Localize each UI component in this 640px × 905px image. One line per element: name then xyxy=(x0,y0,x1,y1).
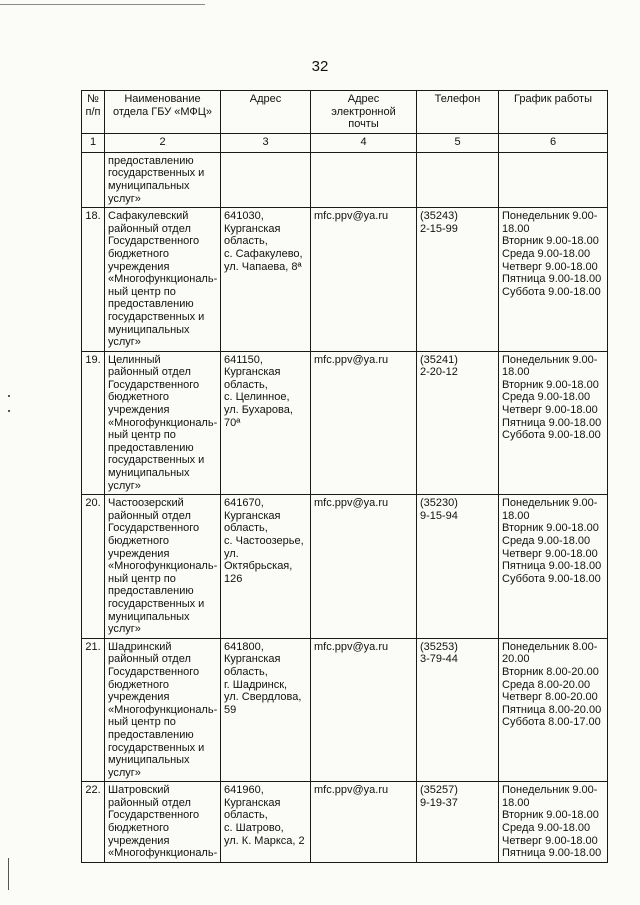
cell-name: Шатровский районный отдел Государственного бюджетного учреждения «Многофункциональ- xyxy=(105,782,221,863)
binding-mark xyxy=(8,410,10,412)
schedule-line: 18.00 xyxy=(502,796,530,809)
schedule-line: Понедельник 9.00- xyxy=(502,784,598,797)
mfc-offices-table xyxy=(81,90,608,863)
cell-no: 19. xyxy=(82,351,105,495)
schedule-line: Суббота 9.00-18.00 xyxy=(502,285,601,298)
column-number: 3 xyxy=(221,133,311,152)
cell-email: mfc.ppv@ya.ru xyxy=(311,208,417,352)
schedule-line: Вторник 9.00-18.00 xyxy=(502,235,599,248)
table-row xyxy=(82,638,608,782)
cell-phone: (35257) 9-19-37 xyxy=(417,782,499,863)
header-name: Наименование отдела ГБУ «МФЦ» xyxy=(105,91,221,134)
schedule-line: Пятница 9.00-18.00 xyxy=(502,560,602,573)
schedule-line: Пятница 8.00-20.00 xyxy=(502,703,602,716)
column-number: 4 xyxy=(311,133,417,152)
schedule-line: Четверг 8.00-20.00 xyxy=(502,691,598,704)
cell-email: mfc.ppv@ya.ru xyxy=(311,495,417,639)
table-row xyxy=(82,351,608,495)
schedule-line: Среда 9.00-18.00 xyxy=(502,822,591,835)
header-phone: Телефон xyxy=(417,91,499,134)
cell-schedule xyxy=(499,495,608,639)
table-row-continuation xyxy=(82,152,608,207)
cell-name: Целинный районный отдел Государственного бюджетного учреждения «Многофункциональ- ный центр по предоставлению государственных и муниципальных услуг» xyxy=(105,351,221,495)
schedule-line: Понедельник 9.00- xyxy=(502,353,598,366)
header-schedule: График работы xyxy=(499,91,608,134)
column-number: 1 xyxy=(82,133,105,152)
schedule-line: 20.00 xyxy=(502,653,530,666)
cell-name: Сафакулевский районный отдел Государственного бюджетного учреждения «Многофункциональ- ный центр по предоставлению государственных и муниципальных услуг» xyxy=(105,208,221,352)
column-number: 6 xyxy=(499,133,608,152)
cell-email: mfc.ppv@ya.ru xyxy=(311,351,417,495)
schedule-line: 18.00 xyxy=(502,366,530,379)
cell-no xyxy=(82,152,105,207)
schedule-line: Вторник 9.00-18.00 xyxy=(502,809,599,822)
cell-schedule xyxy=(499,152,608,207)
table-row xyxy=(82,495,608,639)
cell-no: 18. xyxy=(82,208,105,352)
cell-email xyxy=(311,152,417,207)
header-email: Адрес электронной почты xyxy=(311,91,417,134)
schedule-line: Четверг 9.00-18.00 xyxy=(502,404,598,417)
schedule-line: Суббота 9.00-18.00 xyxy=(502,429,601,442)
schedule-line: Вторник 9.00-18.00 xyxy=(502,522,599,535)
cell-phone: (35230) 9-15-94 xyxy=(417,495,499,639)
table-header-row xyxy=(82,91,608,134)
schedule-line: Пятница 9.00-18.00 xyxy=(502,273,602,286)
cell-address: 641960, Курганская область, с. Шатрово, ул. К. Маркса, 2 xyxy=(221,782,311,863)
column-number: 2 xyxy=(105,133,221,152)
schedule-line: Четверг 9.00-18.00 xyxy=(502,834,598,847)
binding-mark xyxy=(8,395,10,397)
column-number-row xyxy=(82,133,608,152)
binding-mark xyxy=(8,858,9,890)
schedule-line: Среда 9.00-18.00 xyxy=(502,535,591,547)
column-number: 5 xyxy=(417,133,499,152)
schedule-line: Суббота 9.00-18.00 xyxy=(502,572,601,585)
page-number: 32 xyxy=(311,58,329,75)
schedule-line: Пятница 9.00-18.00 xyxy=(502,847,602,860)
cell-phone: (35243) 2-15-99 xyxy=(417,208,499,352)
schedule-line: Четверг 9.00-18.00 xyxy=(502,260,598,273)
cell-phone xyxy=(417,152,499,207)
schedule-line: Понедельник 8.00- xyxy=(502,640,598,653)
header-no: № п/п xyxy=(82,91,105,134)
schedule-line: Вторник 8.00-20.00 xyxy=(502,665,599,678)
cell-schedule xyxy=(499,782,608,863)
schedule-line: Суббота 8.00-17.00 xyxy=(502,716,601,729)
schedule-line: Среда 9.00-18.00 xyxy=(502,247,591,260)
schedule-line: Вторник 9.00-18.00 xyxy=(502,378,599,391)
cell-email: mfc.ppv@ya.ru xyxy=(311,782,417,863)
schedule-line: Среда 9.00-18.00 xyxy=(502,391,591,404)
cell-address xyxy=(221,152,311,207)
cell-address: 641150, Курганская область, с. Целинное, ул. Бухарова, 70ª xyxy=(221,351,311,495)
cell-name: Частоозерский районный отдел Государственного бюджетного учреждения «Многофункциональ- ный центр по предоставлению государственных и муниципальных услуг» xyxy=(105,495,221,639)
cell-address: 641030, Курганская область, с. Сафакулево, ул. Чапаева, 8ª xyxy=(221,208,311,352)
cell-phone: (35253) 3-79-44 xyxy=(417,638,499,782)
cell-phone: (35241) 2-20-12 xyxy=(417,351,499,495)
cell-no: 20. xyxy=(82,495,105,639)
schedule-line: Среда 8.00-20.00 xyxy=(502,678,591,691)
cell-schedule xyxy=(499,638,608,782)
schedule-line: Понедельник 9.00- xyxy=(502,210,598,223)
cell-no: 22. xyxy=(82,782,105,863)
cell-no: 21. xyxy=(82,638,105,782)
cell-name: Шадринский районный отдел Государственного бюджетного учреждения «Многофункциональ- ный центр по предоставлению государственных и муниципальных услуг» xyxy=(105,638,221,782)
table-row xyxy=(82,208,608,352)
cell-schedule xyxy=(499,351,608,495)
top-scan-line xyxy=(0,4,205,5)
schedule-line: 18.00 xyxy=(502,222,530,235)
schedule-line: 18.00 xyxy=(502,509,530,522)
cell-name: предоставлению государственных и муниципальных услуг» xyxy=(105,152,221,207)
cell-email: mfc.ppv@ya.ru xyxy=(311,638,417,782)
schedule-line: Понедельник 9.00- xyxy=(502,497,598,510)
cell-address: 641800, Курганская область, г. Шадринск, ул. Свердлова, 59 xyxy=(221,638,311,782)
header-address: Адрес xyxy=(221,91,311,134)
schedule-line: Пятница 9.00-18.00 xyxy=(502,416,602,429)
cell-schedule xyxy=(499,208,608,352)
cell-address: 641670, Курганская область, с. Частоозерье, ул. Октябрьская, 126 xyxy=(221,495,311,639)
schedule-line: Четверг 9.00-18.00 xyxy=(502,547,598,560)
table-row xyxy=(82,782,608,863)
